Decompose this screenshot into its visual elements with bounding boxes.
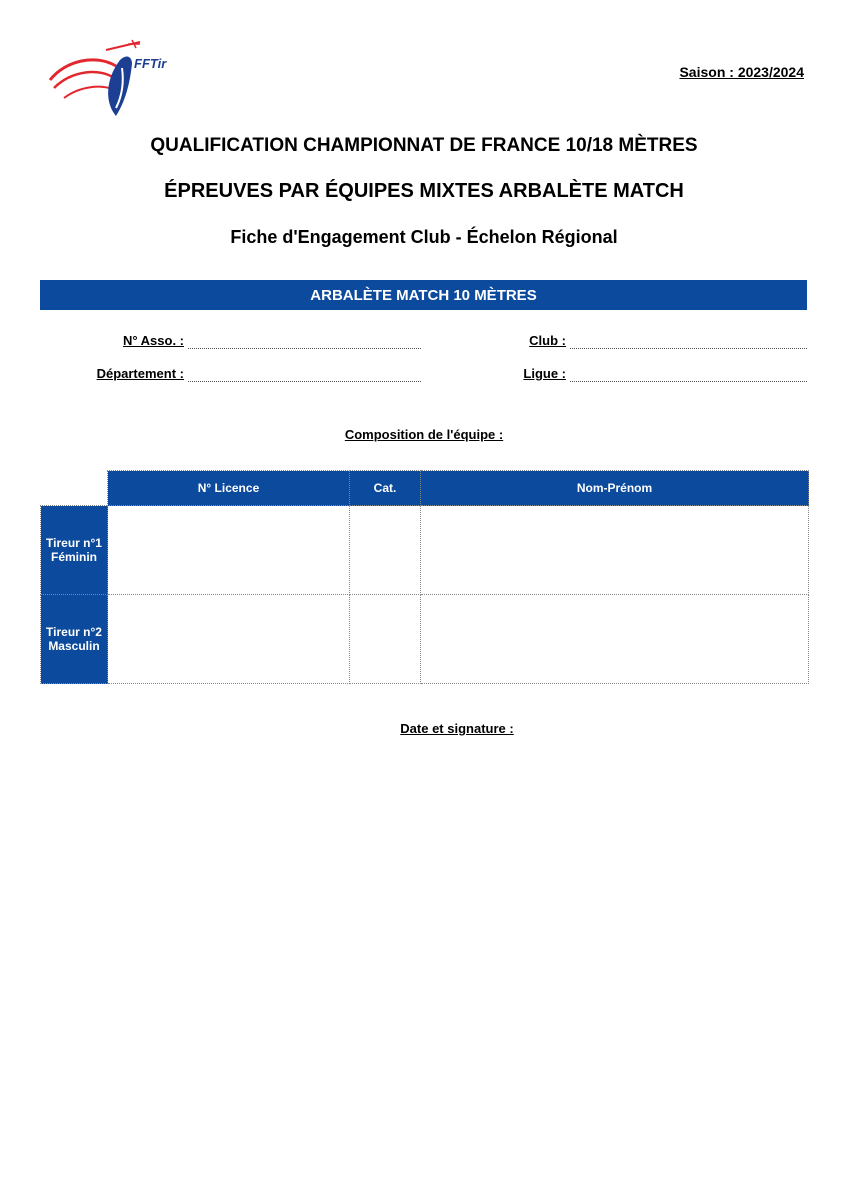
season-label: Saison : 2023/2024 bbox=[679, 64, 804, 80]
ligue-field[interactable] bbox=[570, 367, 807, 382]
fftir-logo bbox=[44, 38, 194, 122]
signature-label: Date et signature : bbox=[400, 721, 514, 736]
club-label: Club : bbox=[529, 333, 566, 348]
category-cell[interactable] bbox=[350, 595, 421, 684]
name-cell[interactable] bbox=[421, 506, 809, 595]
event-title: ÉPREUVES PAR ÉQUIPES MIXTES ARBALÈTE MATCH bbox=[164, 180, 684, 202]
asso-number-field[interactable] bbox=[188, 334, 421, 349]
ligue-label: Ligue : bbox=[523, 366, 566, 381]
header-name: Nom-Prénom bbox=[421, 471, 809, 506]
team-table bbox=[40, 470, 809, 684]
discipline-banner-label: ARBALÈTE MATCH 10 MÈTRES bbox=[310, 286, 537, 304]
row-label-line: Masculin bbox=[48, 639, 100, 653]
club-field[interactable] bbox=[570, 334, 807, 349]
row-label-line: Féminin bbox=[50, 550, 97, 564]
departement-field[interactable] bbox=[188, 367, 421, 382]
discipline-banner bbox=[40, 280, 807, 310]
table-corner bbox=[41, 471, 108, 506]
main-title: QUALIFICATION CHAMPIONNAT DE FRANCE 10/18 MÈTRES bbox=[150, 135, 698, 156]
table-row bbox=[41, 595, 809, 684]
departement-label: Département : bbox=[96, 366, 184, 381]
row-label-shooter-2 bbox=[41, 595, 108, 684]
form-subtitle: Fiche d'Engagement Club - Échelon Régional bbox=[230, 227, 618, 247]
svg-text:FFTir: FFTir bbox=[134, 56, 167, 71]
row-label-line: Tireur n°2 bbox=[46, 625, 102, 639]
row-label-shooter-1 bbox=[41, 506, 108, 595]
table-row bbox=[41, 506, 809, 595]
category-cell[interactable] bbox=[350, 506, 421, 595]
licence-cell[interactable] bbox=[108, 595, 350, 684]
asso-number-label: N° Asso. : bbox=[122, 333, 184, 348]
header-category: Cat. bbox=[350, 471, 421, 506]
name-cell[interactable] bbox=[421, 595, 809, 684]
licence-cell[interactable] bbox=[108, 506, 350, 595]
composition-heading: Composition de l'équipe : bbox=[344, 427, 504, 442]
row-label-line: Tireur n°1 bbox=[46, 536, 102, 550]
header-licence: N° Licence bbox=[108, 471, 350, 506]
